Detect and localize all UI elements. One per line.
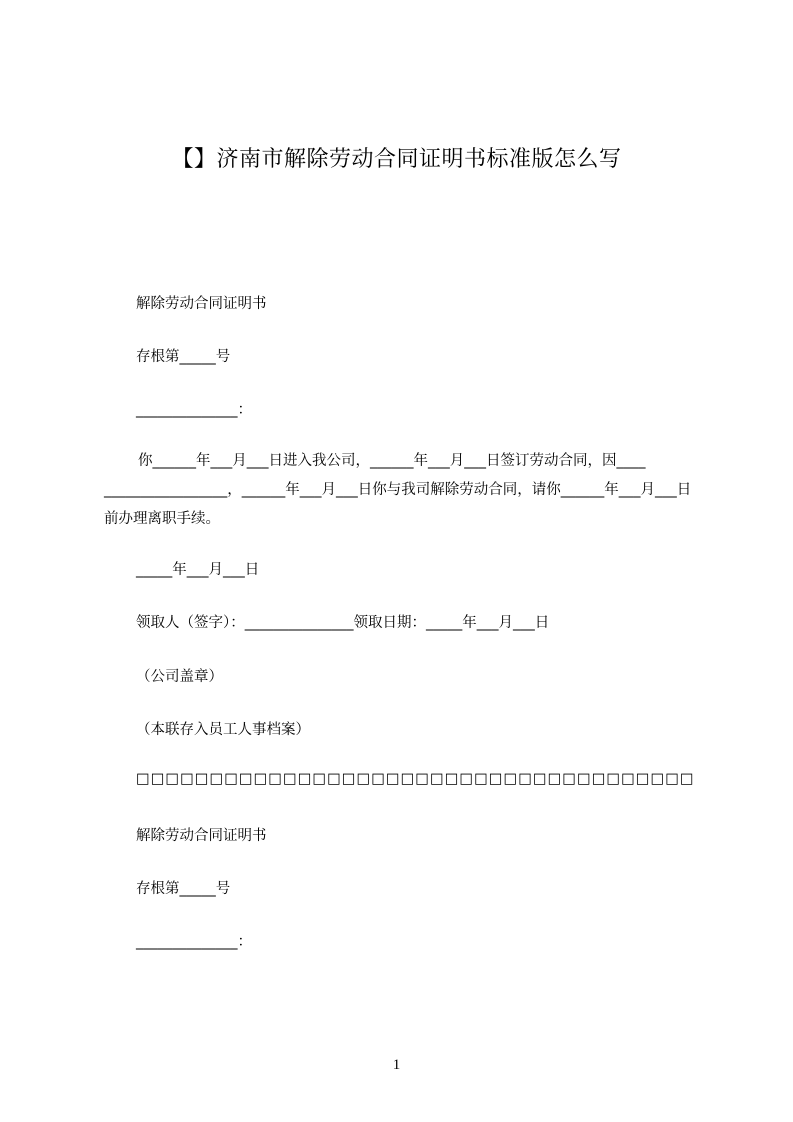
section1-company-seal: （公司盖章） <box>136 669 223 685</box>
section2-heading: 解除劳动合同证明书 <box>136 828 267 844</box>
section1-body-paragraph <box>104 447 704 534</box>
section2-addressee: ______________： <box>136 934 252 950</box>
section1-heading: 解除劳动合同证明书 <box>136 296 267 312</box>
page-number: 1 <box>392 1057 401 1073</box>
section1-addressee: ______________： <box>136 402 252 418</box>
section1-archive-note: （本联存入员工人事档案） <box>136 722 310 738</box>
section2-stub-number: 存根第_____号 <box>136 881 231 897</box>
section1-stub-number: 存根第_____号 <box>136 349 231 365</box>
document-title: 【】济南市解除劳动合同证明书标准版怎么写 <box>171 147 622 172</box>
section1-date-line: _____年___月___日 <box>136 562 260 578</box>
section1-body-text: 你______年___月___日进入我公司，______年___月___日签订劳动合同，因____ _________________，______年___月___日你与我司解除劳动合同，请你______年___月___日前办理离职手续。 <box>104 453 692 527</box>
section1-recipient-line: 领取人（签字）：_______________领取日期：_____年___月___日 <box>136 615 550 631</box>
separator-line: □□□□□□□□□□□□□□□□□□□□□□□□□□□□□□□□□□□□□□ <box>136 771 695 787</box>
